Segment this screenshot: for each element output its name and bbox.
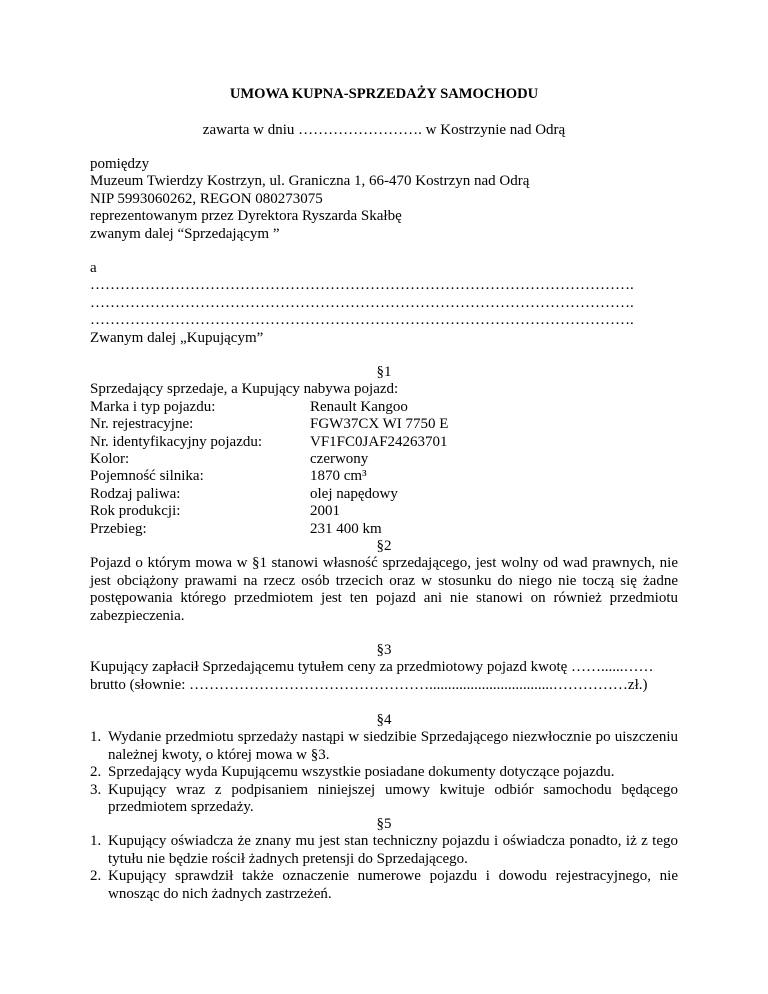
vehicle-row bbox=[90, 468, 678, 485]
section-4 bbox=[90, 712, 678, 816]
vehicle-value: 231 400 km bbox=[310, 520, 382, 537]
section-heading: §5 bbox=[376, 816, 392, 832]
vehicle-key: Pojemność silnika: bbox=[90, 468, 204, 485]
list-number: 2. bbox=[90, 868, 102, 885]
seller-line: zwanym dalej “Sprzedającym ” bbox=[90, 225, 280, 242]
list-item bbox=[90, 782, 678, 817]
section-4-list bbox=[90, 729, 678, 816]
vehicle-key: Marka i typ pojazdu: bbox=[90, 398, 216, 415]
buyer-dots-line: ………………………………………………………………………………………………. bbox=[90, 294, 634, 311]
vehicle-value: VF1FC0JAF24263701 bbox=[310, 433, 448, 450]
seller-line: Muzeum Twierdzy Kostrzyn, ul. Graniczna 1, 66-470 Kostrzyn nad Odrą bbox=[90, 173, 530, 190]
vehicle-key: Nr. rejestracyjne: bbox=[90, 416, 194, 433]
vehicle-row bbox=[90, 399, 678, 416]
vehicle-row bbox=[90, 503, 678, 520]
vehicle-value: Renault Kangoo bbox=[310, 398, 408, 415]
vehicle-value: 2001 bbox=[310, 503, 340, 520]
section-1 bbox=[90, 364, 678, 538]
list-item bbox=[90, 868, 678, 903]
list-item bbox=[90, 764, 678, 781]
buyer-called: Zwanym dalej „Kupującym” bbox=[90, 330, 264, 346]
list-number: 1. bbox=[90, 729, 102, 746]
section-2-text: Pojazd o którym mowa w §1 stanowi własność sprzedającego, jest wolny od wad prawnych, nie jest obciążony prawami na rzecz osób trzecich oraz w stosunku do niego nie toczą się żadne postępowania którego przedmiotem jest ten pojazd ani nie stanowi on również przedmiotu zabezpieczenia. bbox=[90, 555, 678, 624]
vehicle-row bbox=[90, 434, 678, 451]
section-heading: §4 bbox=[376, 712, 392, 728]
buyer-dots-line: ………………………………………………………………………………………………. bbox=[90, 277, 634, 294]
date-line: zawarta w dniu ……………………. w Kostrzynie nad Odrą bbox=[202, 122, 566, 138]
section-5-list bbox=[90, 833, 678, 903]
vehicle-key: Kolor: bbox=[90, 451, 130, 468]
list-item bbox=[90, 729, 678, 764]
price-words-line: brutto (słownie: ………………………………………….................................……………zł.) bbox=[90, 676, 648, 693]
section-heading: §1 bbox=[376, 364, 392, 380]
vehicle-value: czerwony bbox=[310, 451, 369, 468]
section-3 bbox=[90, 642, 678, 694]
list-text: Kupujący oświadcza że znany mu jest stan techniczny pojazdu i oświadcza ponadto, iż z tego tytułu nie będzie rościł żadnych pretensji do Sprzedającego. bbox=[108, 833, 678, 867]
list-number: 2. bbox=[90, 764, 102, 781]
vehicle-value: FGW37CX WI 7750 E bbox=[310, 416, 449, 433]
list-item bbox=[90, 833, 678, 868]
seller-line: pomiędzy bbox=[90, 156, 150, 172]
seller-line: NIP 5993060262, REGON 080273075 bbox=[90, 190, 323, 207]
list-number: 3. bbox=[90, 781, 102, 798]
buyer-block bbox=[90, 260, 678, 330]
vehicle-value: olej napędowy bbox=[310, 485, 398, 502]
vehicle-row bbox=[90, 486, 678, 503]
vehicle-key: Rodzaj paliwa: bbox=[90, 485, 181, 502]
list-text: Sprzedający wyda Kupującemu wszystkie posiadane dokumenty dotyczące pojazdu. bbox=[108, 764, 615, 781]
section-2 bbox=[90, 538, 678, 625]
seller-block bbox=[90, 156, 678, 243]
section-1-intro: Sprzedający sprzedaje, a Kupujący nabywa pojazd: bbox=[90, 381, 399, 398]
document-title: UMOWA KUPNA-SPRZEDAŻY SAMOCHODU bbox=[229, 86, 539, 102]
buyer-dots-line: ………………………………………………………………………………………………. bbox=[90, 312, 634, 329]
section-5 bbox=[90, 816, 678, 903]
vehicle-row bbox=[90, 451, 678, 468]
vehicle-key: Przebieg: bbox=[90, 520, 147, 537]
vehicle-row bbox=[90, 416, 678, 433]
list-text: Kupujący sprawdził także oznaczenie numerowe pojazdu i dowodu rejestracyjnego, nie wnosząc do nich żadnych zastrzeżeń. bbox=[108, 868, 678, 902]
vehicle-key: Nr. identyfikacyjny pojazdu: bbox=[90, 433, 263, 450]
seller-line: reprezentowanym przez Dyrektora Ryszarda Skałbę bbox=[90, 208, 402, 225]
list-text: Kupujący wraz z podpisaniem niniejszej umowy kwituje odbiór samochodu będącego przedmiotem sprzedaży. bbox=[108, 781, 678, 816]
list-text: Wydanie przedmiotu sprzedaży nastąpi w siedzibie Sprzedającego niezwłocznie po uiszczeniu należnej kwoty, o której mowa w §3. bbox=[108, 729, 678, 763]
vehicle-row bbox=[90, 521, 678, 538]
list-number: 1. bbox=[90, 833, 102, 850]
vehicle-value: 1870 cm³ bbox=[310, 468, 367, 485]
vehicle-key: Rok produkcji: bbox=[90, 503, 181, 520]
section-heading: §2 bbox=[376, 538, 392, 554]
buyer-a: a bbox=[90, 260, 97, 276]
section-heading: §3 bbox=[376, 642, 392, 658]
price-line: Kupujący zapłacił Sprzedającemu tytułem ceny za przedmiotowy pojazd kwotę ……......…… bbox=[90, 659, 654, 676]
